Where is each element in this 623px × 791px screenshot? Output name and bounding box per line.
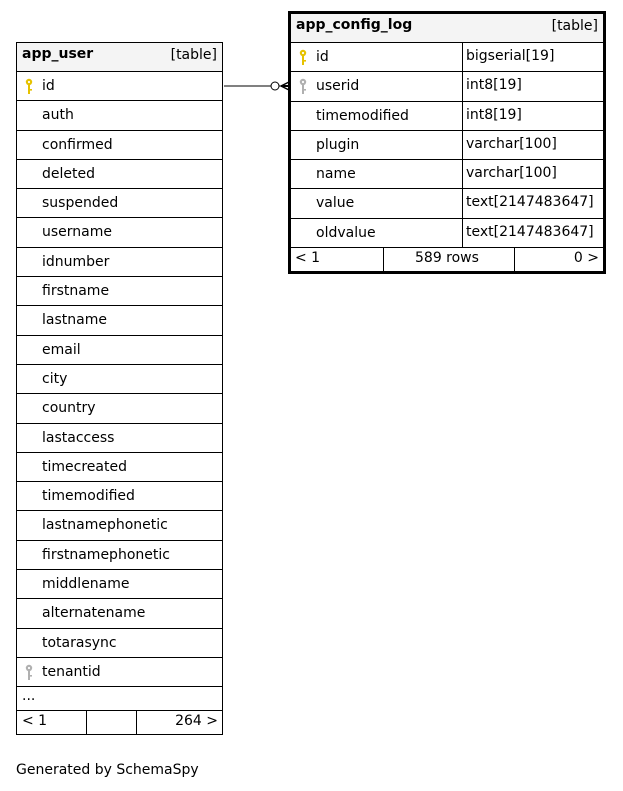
column-name: timecreated	[42, 458, 127, 475]
column-name: timemodified	[316, 107, 409, 124]
column-name: firstname	[42, 283, 110, 300]
column-row-alternatename[interactable]	[17, 599, 222, 628]
column-row-value[interactable]	[291, 189, 603, 218]
column-name: auth	[42, 107, 74, 124]
column-name: oldvalue	[316, 224, 376, 241]
column-name: id	[42, 78, 55, 94]
row-count: 589 rows	[415, 250, 479, 267]
column-name: tenantid	[42, 663, 101, 680]
children-count[interactable]: 264 >	[175, 713, 218, 730]
column-name: idnumber	[42, 253, 110, 270]
parents-count[interactable]: < 1	[295, 250, 321, 267]
column-row-lastname[interactable]	[17, 306, 222, 335]
primary-key-icon	[24, 78, 34, 95]
column-name: city	[42, 370, 68, 387]
column-row-auth[interactable]	[17, 101, 222, 130]
column-name: alternatename	[42, 605, 146, 622]
column-name: lastaccess	[42, 429, 115, 446]
column-name: name	[316, 166, 356, 183]
table-footer	[291, 248, 603, 271]
column-row-middlename[interactable]	[17, 570, 222, 599]
table-header	[291, 14, 603, 43]
column-row-email[interactable]	[17, 336, 222, 365]
column-row-oldvalue[interactable]	[291, 219, 603, 248]
column-name: deleted	[42, 165, 95, 182]
column-row-name[interactable]	[291, 160, 603, 189]
column-row-totarasync[interactable]	[17, 629, 222, 658]
generated-by-text: Generated by SchemaSpy	[16, 762, 199, 778]
column-name: lastnamephonetic	[42, 517, 168, 534]
table-type: [table]	[551, 18, 598, 34]
column-type: varchar[100]	[466, 135, 557, 152]
column-row-suspended[interactable]	[17, 189, 222, 218]
column-row-country[interactable]	[17, 394, 222, 423]
column-row-username[interactable]	[17, 218, 222, 247]
column-row-lastnamephonetic[interactable]	[17, 511, 222, 540]
column-row-tenantid[interactable]	[17, 658, 222, 687]
column-type: int8[19]	[466, 106, 522, 123]
column-row-timecreated[interactable]	[17, 453, 222, 482]
column-name: lastname	[42, 312, 107, 329]
foreign-key-icon	[24, 664, 34, 681]
children-count[interactable]: 0 >	[573, 250, 599, 267]
column-row-confirmed[interactable]	[17, 131, 222, 160]
column-row-plugin[interactable]	[291, 131, 603, 160]
column-name: value	[316, 195, 355, 212]
table-type: [table]	[170, 47, 217, 63]
column-name: firstnamephonetic	[42, 546, 170, 563]
column-row-firstnamephonetic[interactable]	[17, 541, 222, 570]
column-row-lastaccess[interactable]	[17, 424, 222, 453]
column-row-city[interactable]	[17, 365, 222, 394]
column-name: plugin	[316, 136, 360, 153]
table-app-config-log[interactable]	[288, 11, 606, 274]
column-name: totarasync	[42, 634, 117, 651]
column-type: text[2147483647]	[466, 223, 594, 240]
column-type: bigserial[19]	[466, 48, 555, 64]
column-name: id	[316, 49, 329, 65]
column-row-firstname[interactable]	[17, 277, 222, 306]
column-row-idnumber[interactable]	[17, 248, 222, 277]
column-name: userid	[316, 78, 360, 95]
table-name[interactable]: app_config_log	[296, 17, 413, 33]
column-type: text[2147483647]	[466, 194, 594, 211]
column-row-id[interactable]	[17, 72, 222, 101]
more-columns: ...	[17, 687, 222, 711]
column-name: confirmed	[42, 136, 113, 153]
table-app-user[interactable]	[16, 42, 223, 735]
column-row-userid[interactable]	[291, 72, 603, 101]
column-name: email	[42, 341, 81, 358]
column-name: username	[42, 224, 112, 241]
table-footer	[17, 711, 222, 734]
primary-key-icon	[298, 49, 308, 66]
column-type: varchar[100]	[466, 165, 557, 182]
column-row-timemodified[interactable]	[17, 482, 222, 511]
column-name: suspended	[42, 195, 119, 212]
table-header	[17, 43, 222, 72]
column-row-id[interactable]	[291, 43, 603, 72]
column-row-timemodified[interactable]	[291, 102, 603, 131]
column-name: middlename	[42, 576, 130, 593]
table-name[interactable]: app_user	[22, 46, 94, 62]
parents-count[interactable]: < 1	[22, 713, 48, 730]
column-name: country	[42, 400, 96, 417]
column-name: timemodified	[42, 488, 135, 505]
column-row-deleted[interactable]	[17, 160, 222, 189]
foreign-key-icon	[298, 78, 308, 95]
column-type: int8[19]	[466, 77, 522, 94]
